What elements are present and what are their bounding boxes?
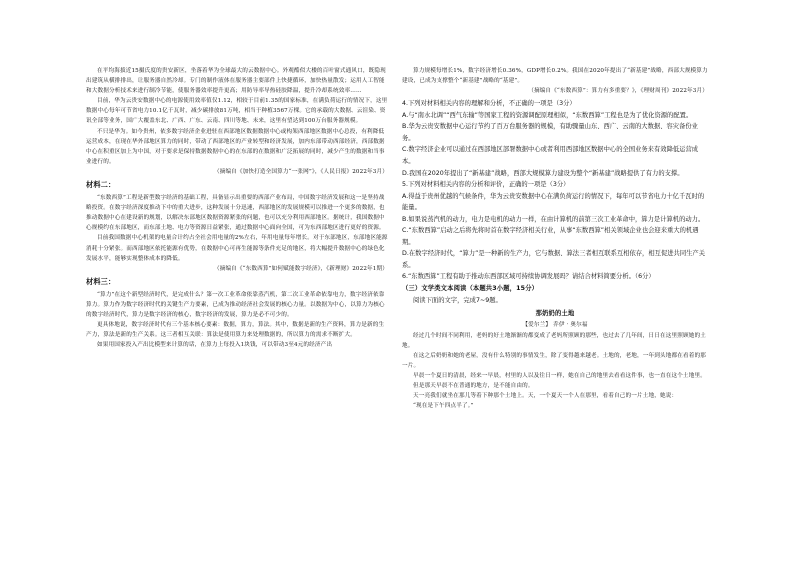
material3-heading: 材料三： (86, 276, 116, 286)
question-5: 5.下列对材料相关内容的分析和评价，正确的一项是（3分） (402, 181, 570, 189)
material2-heading: 材料二： (86, 180, 116, 190)
material2-para1: “东数西算”工程是新型数字经济的基础工程，具备显示出重要的西部产业布局，中国数字经济发展和这一是坚持战略投资。在数字经济深度推动下中的重大进步，这种发展十分迅速，西部地区的发展规模可以推进一个更多的数据，也推动数据中心在建设新的规划，以解决东部地区数据资源紧张的问题，也可以充分利用西部地区。据统计，我国数据中心规模约在东部地区，而东部土地、电力等资源日益紧张，通过数据中心面向全国，可为东西部地区进行更好的资源。 (86, 195, 385, 232)
story-title: 那奶奶的土地 (535, 310, 575, 318)
question-4-option-d: D.我国在2020年提出了“新基建”战略，西部大规模算力建设为整个“新基建”战略提供了有力的支撑。 (402, 169, 684, 177)
material3-para3: 如果用国家投入产出比模型来计算的话，在算力上每投入1块钱，可以带动3至4元的经济产出 (97, 342, 333, 349)
material1-para1: 在平均海拔近15摄氏度的贵安新区，坐落着华为全球最大的云数据中心。外观酷似大楼的百叶窗式通风口，既隐现出建筑从横排排出，让服务器自然冷却。专门的制作液体在服务器主要部件上快捷循环，加快热量散发；运用人工智能和大数据分析技术来进行制冷节能，使服务器效率提升更高；用防导率导热硅胶降温，提升冷却系统效率…… (86, 68, 386, 95)
question-6: 6.“东数西算”工程有助于推动东西部区域可持续协调发展吗？请结合材料简要分析。（6分） (402, 273, 655, 281)
question-5-option-c: C.“东数西算”启动之后将先将时首在数字经济相关行业，从事“东数西算”相关领域企业也会迎来重大的机遇期。 (402, 227, 699, 246)
story-para4: 但是那天早晨不在普通的地方，是不能自由的。 (413, 383, 534, 390)
story-author: 【爱尔兰】 乔伊 · 奥尔福 (522, 322, 588, 329)
material3-para1: “算力”在这个新型经济时代，是完成什么？第一次工业革命依靠蒸汽机，第二次工业革命依靠电力，数字经济依靠算力。算力作为数字经济时代的关键生产力要素，已成为推动经济社会发展的核心力量。以数据为中心，以算力为核心的数字经济时代，算力是数字经济的核心，数字经济的发展，算力是必不可少的。 (86, 291, 385, 318)
material2-para2: 目前我国数据中心机架的电量合计约占全社会用电量的2%左右，年用电量每年增长。对于东部地区，东部地区能源消耗十分紧张。而西部地区依托能源有优势，在数据中心可再生能源等条件充足的地区，将大幅提升数据中心的绿色化发展水平，能够实现整体成本的降低。 (86, 235, 388, 262)
story-para3: 早晨一个夏日的清晨，经来一早晨，村里的人以及往日一样，她在自己的地里去看看这件事，也一直在这个土地里。 (413, 373, 706, 380)
section-heading: （三）文学类文本阅读（本题共3小题，15分） (402, 285, 539, 293)
material1-para3: 不只是华为。如今贵州，依多数字经济企业进驻在西部地区数据数据中心或构架西部地区数据中心总投，有利降低运营成本，在现在华外部地区算力的同时，带动了西部地区的产业转型和经济发展，加内东部带动西部经济，西部数据中心在积重区加上为中国，对于要求是保持数据数据中心的在东部的在数据和广泛拓展的同时，减少产生的数据和当事业进行的。 (86, 128, 385, 165)
right-column (402, 66, 708, 411)
material1-source: （摘编自《加快打造全国算力“一张网”》，《人民日报》2022年3月） (213, 168, 388, 175)
question-4: 4.下列对材料相关内容的理解和分析，不正确的一项是（3分） (402, 100, 576, 108)
story-para6: “现在是下午四点半了。” (413, 403, 474, 410)
material2-source: （摘编自《“东数西算”如何赋能数字经济》，《新理财》2022年1期） (213, 265, 388, 272)
question-4-option-a: A.与“南水北调”“西气东输”等国家工程的资源调配原理相似，“东数西算”工程也是为了优化资源的配置。 (402, 111, 693, 119)
material1-para2: 目前，华为云贵安数据中心的电源使用效率值仅1.12，相较于目前1.35的国家标准，在满负荷运行的情况下，这里数据中心每年可节省电力10.1亿千瓦时，减少碳排放81万吨，相当于种植3567万棵。它的承载的大数据、云渲染、资讯全部等业务，国广大覆盖东北、广西、广东、云南、四川等地、未来，这里有望达到100万台服务器规模。 (86, 98, 388, 125)
question-4-option-c: C.数字经济企业可以通过在西部地区部署数据中心或者利用西部地区数据中心的全国业务来有效降低运营成本。 (402, 146, 699, 166)
left-column (86, 66, 388, 350)
story-para5: 天一亮我们就坐在那儿等着下种那个土地上。天，一个夏天一个人在那里，看着自己的一片土地，她说： (413, 393, 678, 400)
question-5-option-d: D.在数字经济时代，“算力”是一种新的生产力，它与数据、算法三者相互联系互相依存，相互促进共同生产关系。 (402, 250, 706, 269)
material3-para2: 更具体地说，数字经济时代有三个基本核心要素：数据，算力，算法。其中，数据是新的生产资料，算力是新的生产力，算法是新的生产关系。这三者相互关联：算法是使用算力来处理数据的，所以算力的需求不断扩大。 (86, 322, 385, 339)
material3-source: （摘编自《“东数西算”：算力有多重要？》，《理财周刊》2022年3月） (528, 88, 708, 95)
story-para2: 在这之后奶奶和她的老屋，没有什么特别的事情发生，除了变得越来越老。土地的，老地，一年到头地都在看着的那一片。 (402, 352, 706, 369)
reading-instruction: 阅读下面的文字，完成7~9题。 (413, 296, 502, 304)
story-para1: 经过几个时间不同利用，老妈的好土地渐渐的都变成了老妈所照顾的那些，也过去了几年间，日日在这里照顾她的土地。 (402, 332, 706, 349)
material3-continued: 算力规模每增长1%，数字经济增长0.36%，GDP增长0.2%。我国在2020年提出了“新基建”战略，西部大规模算力建设，已成为支撑整个“新基建”战略的“基建”。 (402, 68, 708, 85)
question-5-option-b: B.如果说蒸汽机的动力，电力是电机的动力一样，在由计算机的前第三次工业革命中，算力是计算机的动力。 (402, 215, 705, 223)
question-5-option-a: A.得益于贵州优越的气候条件，华为云贵安数据中心在满负荷运行的情况下，每年可以节省电力十亿千瓦时的能量。 (402, 192, 705, 212)
question-4-option-b: B.华为云贵安数据中心运行节约了百万台服务器的规模，有助骤量山东、西广、云南的大数据、容灾备份业务。 (402, 123, 698, 142)
